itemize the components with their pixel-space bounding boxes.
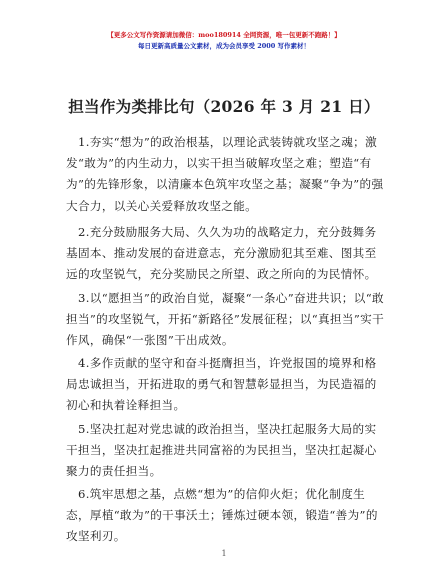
paragraph-6: 6.筑牢思想之基，点燃“想为”的信仰火炬；优化制度生态，厚植“敢为”的干事沃土；锤炼过硬本领，锻造“善为”的攻坚利刃。 [66, 487, 378, 544]
document-title: 担当作为类排比句（2026 年 3 月 21 日） [68, 97, 380, 116]
paragraph-5: 5.坚决扛起对党忠诚的政治担当，坚决扛起服务大局的实干担当，坚决扛起推进共同富裕的为民担当，坚决扛起凝心聚力的责任担当。 [66, 422, 377, 479]
paragraph-2: 2.充分鼓励服务大局、久久为功的战略定力，充分鼓舞务基固本、推动发展的奋进意志，充分激励犯其至难、图其至远的攻坚锐气，充分奖励民之所望、政之所向的为民情怀。 [66, 225, 377, 282]
promo-banner [0, 30, 448, 52]
paragraph-1: 1.夯实“想为”的政治根基，以理论武装铸就攻坚之魂；激发“敢为”的内生动力，以实干担当破解攻坚之难；塑造“有为”的先锋形象，以清廉本色筑牢攻坚之基；凝聚“争为”的强大合力，以关心关爱释放攻坚之能。 [66, 135, 384, 213]
promo-banner-line-2: 每日更新高质量公文素材，成为会员享受 2000 写作素材！ [137, 42, 311, 50]
promo-banner-line-1: 【更多公文写作资源请加微信：moo180914 全网资源，唯一包更新不跑路！】 [107, 31, 341, 39]
paragraph-3: 3.以“愿担当”的政治自觉，凝聚“一条心”奋进共识；以“敢担当”的攻坚锐气，开拓“新路径”发展征程；以“真担当”实干作风，确保“一张图”干出成效。 [66, 291, 385, 348]
page-number: 1 [221, 549, 227, 558]
paragraph-4: 4.多作贡献的坚守和奋斗挺膺担当，许党报国的境界和格局忠诚担当，开拓进取的勇气和智慧彰显担当，为民造福的初心和执着诠释担当。 [66, 356, 377, 413]
